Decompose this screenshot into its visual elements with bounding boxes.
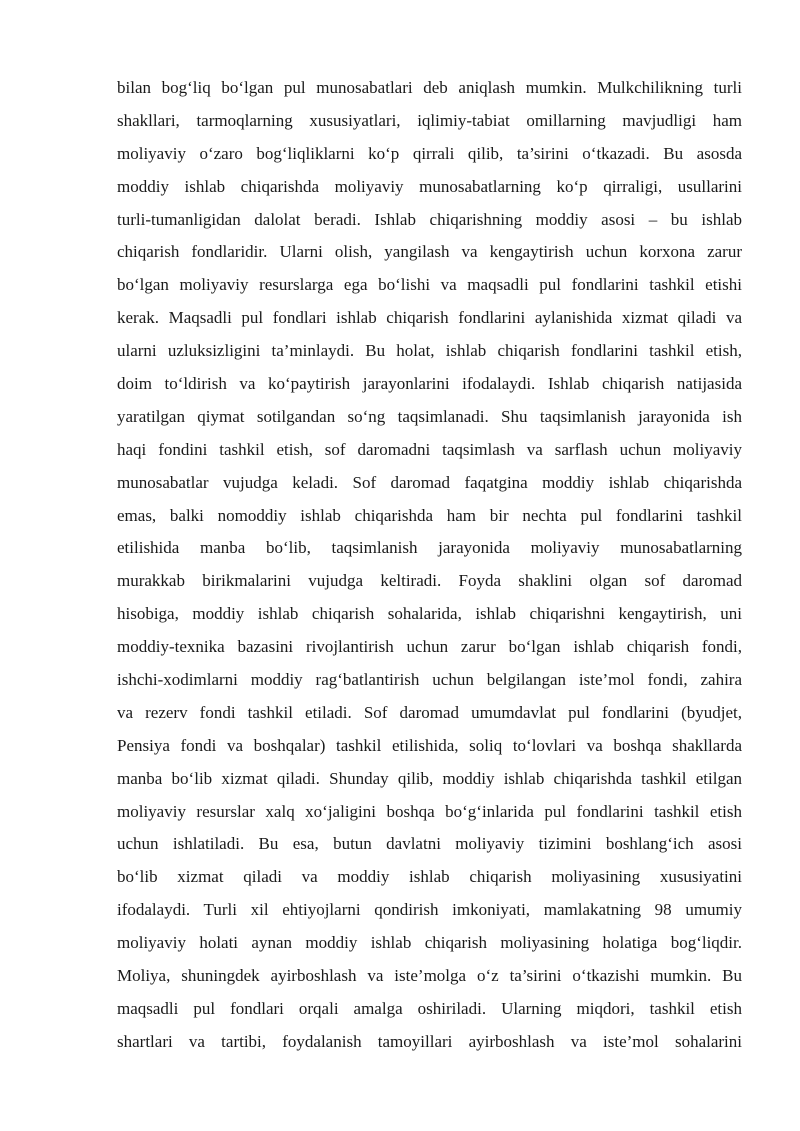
text-line: ishchi-xodimlarni moddiy rag‘batlantirish uchun belgilangan iste’mol fondi, zahira bbox=[117, 670, 742, 690]
text-line: shartlari va tartibi, foydalanish tamoyillari ayirboshlash va iste’mol sohalarini bbox=[117, 1031, 742, 1051]
text-line: turli-tumanligidan dalolat beradi. Ishlab chiqarishning moddiy asosi – bu ishlab bbox=[117, 209, 742, 229]
text-line: etilishida manba bo‘lib, taqsimlanish jarayonida moliyaviy munosabatlarning bbox=[117, 538, 742, 558]
text-line: Moliya, shuningdek ayirboshlash va iste’molga o‘z ta’sirini o‘tkazishi mumkin. Bu bbox=[117, 966, 742, 986]
text-line: hisobiga, moddiy ishlab chiqarish sohalarida, ishlab chiqarishni kengaytirish, uni bbox=[117, 604, 742, 624]
text-line: ifodalaydi. Turli xil ehtiyojlarni qondirish imkoniyati, mamlakatning 98 umumiy bbox=[117, 900, 742, 920]
body-paragraph bbox=[117, 72, 742, 1059]
text-line: moliyaviy holati aynan moddiy ishlab chiqarish moliyasining holatiga bog‘liqdir. bbox=[117, 933, 742, 953]
text-line: maqsadli pul fondlari orqali amalga oshiriladi. Ularning miqdori, tashkil etish bbox=[117, 998, 742, 1018]
text-line: uchun ishlatiladi. Bu esa, butun davlatni moliyaviy tizimini boshlang‘ich asosi bbox=[117, 834, 742, 854]
text-line: moliyaviy resurslar xalq xo‘jaligini boshqa bo‘g‘inlarida pul fondlarini tashkil etish bbox=[117, 801, 742, 821]
text-line: moddiy-texnika bazasini rivojlantirish uchun zarur bo‘lgan ishlab chiqarish fondi, bbox=[117, 637, 742, 657]
text-line: murakkab birikmalarini vujudga keltiradi. Foyda shaklini olgan sof daromad bbox=[117, 571, 742, 591]
text-line: Pensiya fondi va boshqalar) tashkil etilishida, soliq to‘lovlari va boshqa shakllarda bbox=[117, 735, 742, 755]
text-line: moddiy ishlab chiqarishda moliyaviy munosabatlarning ko‘p qirraligi, usullarini bbox=[117, 176, 742, 196]
text-line: manba bo‘lib xizmat qiladi. Shunday qilib, moddiy ishlab chiqarishda tashkil etilgan bbox=[117, 768, 742, 788]
text-line: bo‘lib xizmat qiladi va moddiy ishlab chiqarish moliyasining xususiyatini bbox=[117, 867, 742, 887]
text-line: kerak. Maqsadli pul fondlari ishlab chiqarish fondlarini aylanishida xizmat qiladi va bbox=[117, 308, 742, 328]
text-line: munosabatlar vujudga keladi. Sof daromad faqatgina moddiy ishlab chiqarishda bbox=[117, 472, 742, 492]
text-line: doim to‘ldirish va ko‘paytirish jarayonlarini ifodalaydi. Ishlab chiqarish natijasida bbox=[117, 374, 742, 394]
text-line: yaratilgan qiymat sotilgandan so‘ng taqsimlanadi. Shu taqsimlanish jarayonida ish bbox=[117, 406, 742, 426]
text-line: bilan bog‘liq bo‘lgan pul munosabatlari deb aniqlash mumkin. Mulkchilikning turli bbox=[117, 78, 742, 97]
text-line: chiqarish fondlaridir. Ularni olish, yangilash va kengaytirish uchun korxona zarur bbox=[117, 242, 742, 262]
text-line: shakllari, tarmoqlarning xususiyatlari, iqlimiy-tabiat omillarning mavjudligi ham bbox=[117, 110, 742, 130]
text-line: va rezerv fondi tashkil etiladi. Sof daromad umumdavlat pul fondlarini (byudjet, bbox=[117, 702, 742, 722]
text-line: bo‘lgan moliyaviy resurslarga ega bo‘lishi va maqsadli pul fondlarini tashkil etishi bbox=[117, 275, 742, 295]
text-line: emas, balki nomoddiy ishlab chiqarishda ham bir nechta pul fondlarini tashkil bbox=[117, 505, 742, 525]
text-line: moliyaviy o‘zaro bog‘liqliklarni ko‘p qirrali qilib, ta’sirini o‘tkazadi. Bu asosda bbox=[117, 143, 742, 163]
text-line: ularni uzluksizligini ta’minlaydi. Bu holat, ishlab chiqarish fondlarini tashkil etish, bbox=[117, 341, 742, 361]
text-line: haqi fondini tashkil etish, sof daromadni taqsimlash va sarflash uchun moliyaviy bbox=[117, 439, 742, 459]
